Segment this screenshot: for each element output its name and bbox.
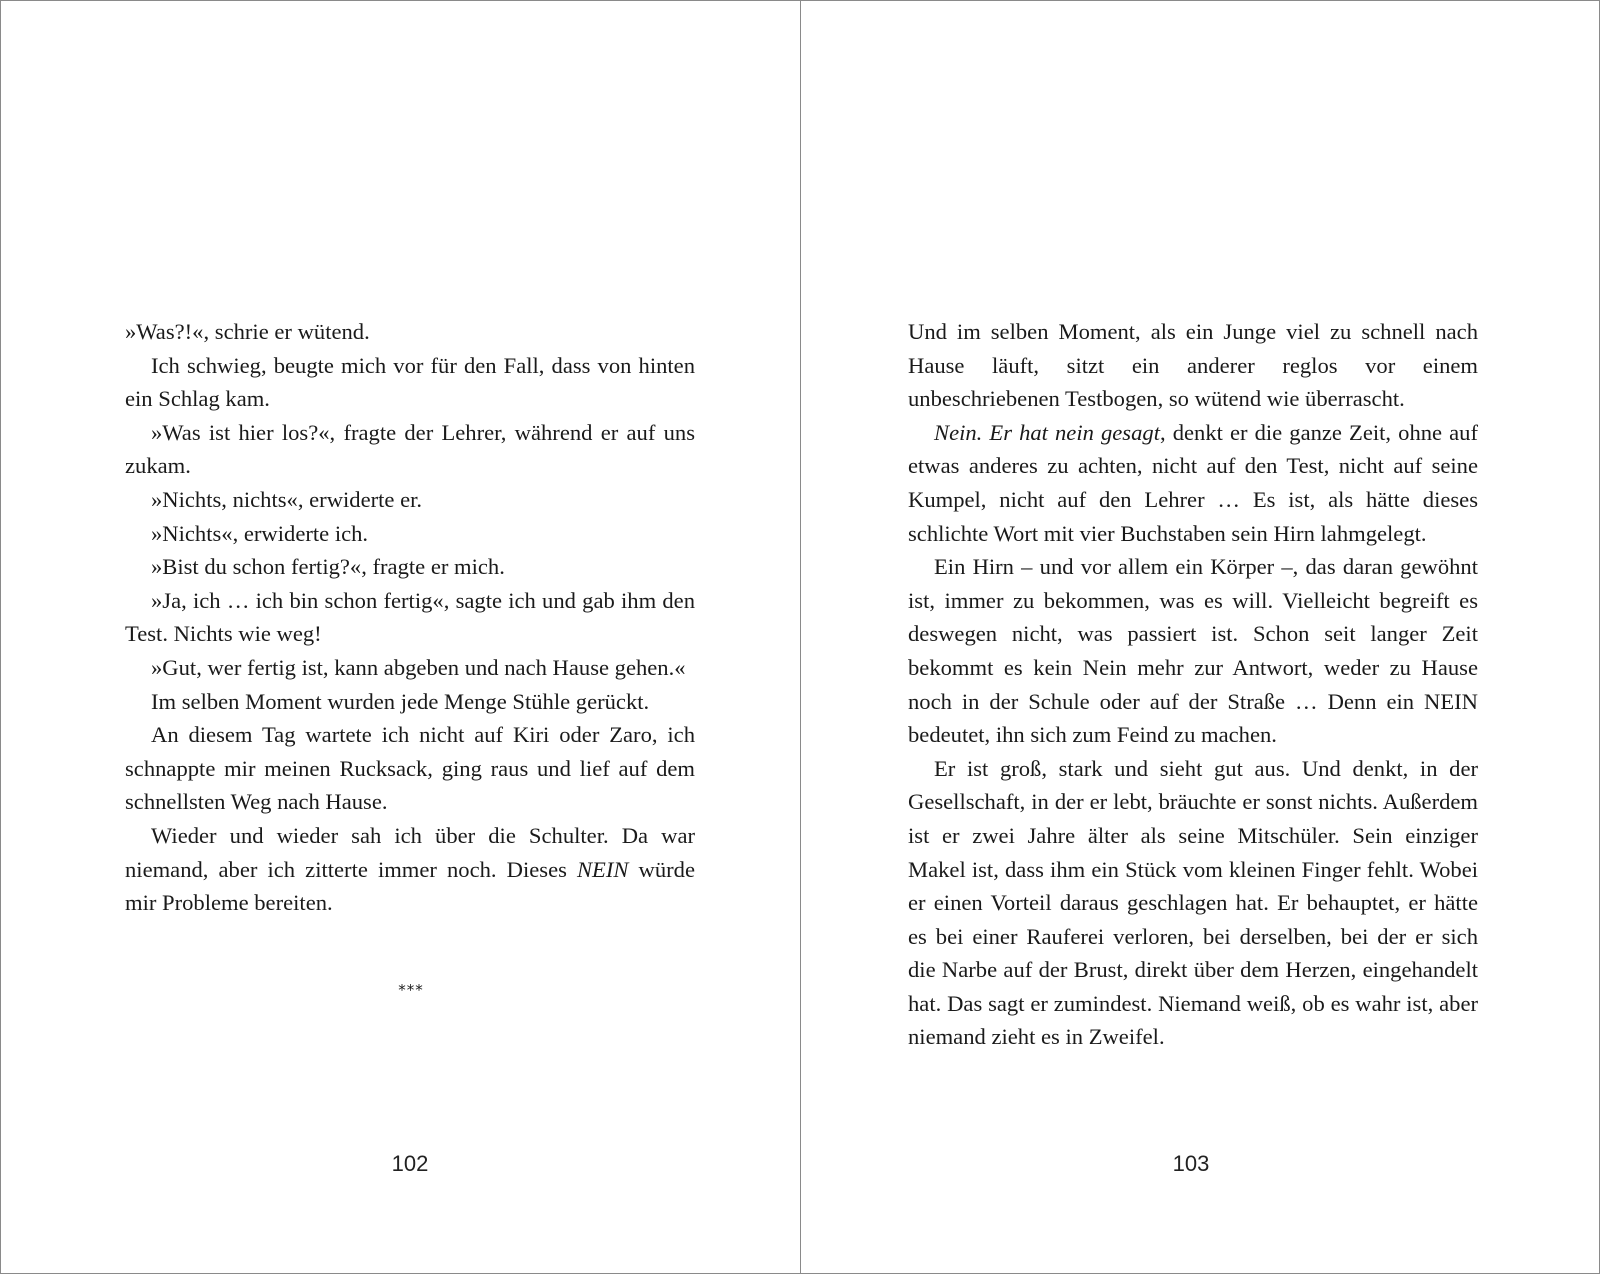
paragraph: Und im selben Moment, als ein Junge viel zu schnell nach Hause läuft, sitzt ein anderer reglos vor einem unbeschriebenen Testbogen, so wütend wie überrascht.: [908, 319, 1478, 412]
paragraph: »Gut, wer fertig ist, kann abgeben und nach Hause gehen.«: [151, 654, 686, 680]
left-page: [1, 1, 800, 1273]
paragraph: »Nichts«, erwiderte ich.: [151, 520, 369, 546]
paragraph: »Bist du schon fertig?«, fragte er mich.: [151, 554, 505, 580]
page-number: 103: [1172, 1151, 1210, 1176]
paragraph-text: , denkt er die ganze Zeit, ohne auf etwas anderes zu achten, nicht auf den Test, nicht auf seine Kumpel, nicht auf den Lehrer … Es ist, als hätte dieses schlichte Wort mit vier Buchstaben sein Hirn lahmgelegt.: [908, 419, 1478, 546]
emphasized-phrase: Nein. Er hat nein gesagt: [934, 419, 1160, 445]
paragraph: [908, 416, 1478, 550]
paragraph: Er ist groß, stark und sieht gut aus. Und denkt, in der Gesellschaft, in der er lebt, bräuchte er sonst nichts. Außerdem ist er zwei Jahre älter als seine Mitschüler. Sein einziger Makel ist, dass ihm ein Stück vom kleinen Finger fehlt. Wobei er einen Vorteil daraus geschlagen hat. Er behauptet, er hätte es bei einer Rauferei verloren, bei derselben, bei der er sich die Narbe auf der Brust, direkt über dem Herzen, eingehandelt hat. Das sagt er zumindest. Niemand weiß, ob es wahr ist, aber niemand zieht es in Zweifel.: [908, 755, 1478, 1050]
paragraph: »Ja, ich … ich bin schon fertig«, sagte ich und gab ihm den Test. Nichts wie weg!: [125, 587, 695, 647]
paragraph: [125, 819, 695, 920]
paragraph: Ein Hirn – und vor allem ein Körper –, das daran gewöhnt ist, immer zu bekommen, was es will. Vielleicht begreift es deswegen nicht, was passiert ist. Schon seit langer Zeit bekommt es kein Nein mehr zur Antwort, weder zu Hause noch in der Schule oder auf der Straße … Denn ein NEIN bedeutet, ihn sich zum Feind zu machen.: [908, 554, 1478, 748]
paragraph: »Was?!«, schrie er wütend.: [125, 319, 370, 344]
scene-break: ***: [398, 981, 424, 999]
paragraph: An diesem Tag wartete ich nicht auf Kiri oder Zaro, ich schnappte mir meinen Rucksack, ging raus und lief auf dem schnellsten Weg nach Hause.: [125, 722, 695, 815]
paragraph: »Was ist hier los?«, fragte der Lehrer, während er auf uns zukam.: [125, 419, 695, 479]
paragraph: »Nichts, nichts«, erwiderte er.: [151, 486, 423, 512]
paragraph-text: würde mir Probleme bereiten.: [125, 856, 695, 916]
paragraph-text: Wieder und wieder sah ich über die Schulter. Da war niemand, aber ich zitterte immer noch. Dieses: [125, 822, 695, 882]
right-page: [801, 1, 1599, 1273]
paragraph: Ich schwieg, beugte mich vor für den Fall, dass von hinten ein Schlag kam.: [125, 352, 695, 412]
page-number: 102: [391, 1151, 429, 1176]
paragraph: Im selben Moment wurden jede Menge Stühle gerückt.: [151, 688, 650, 714]
emphasized-word: NEIN: [576, 856, 629, 882]
right-page-text: [908, 315, 1478, 1054]
left-page-text: [125, 315, 695, 920]
